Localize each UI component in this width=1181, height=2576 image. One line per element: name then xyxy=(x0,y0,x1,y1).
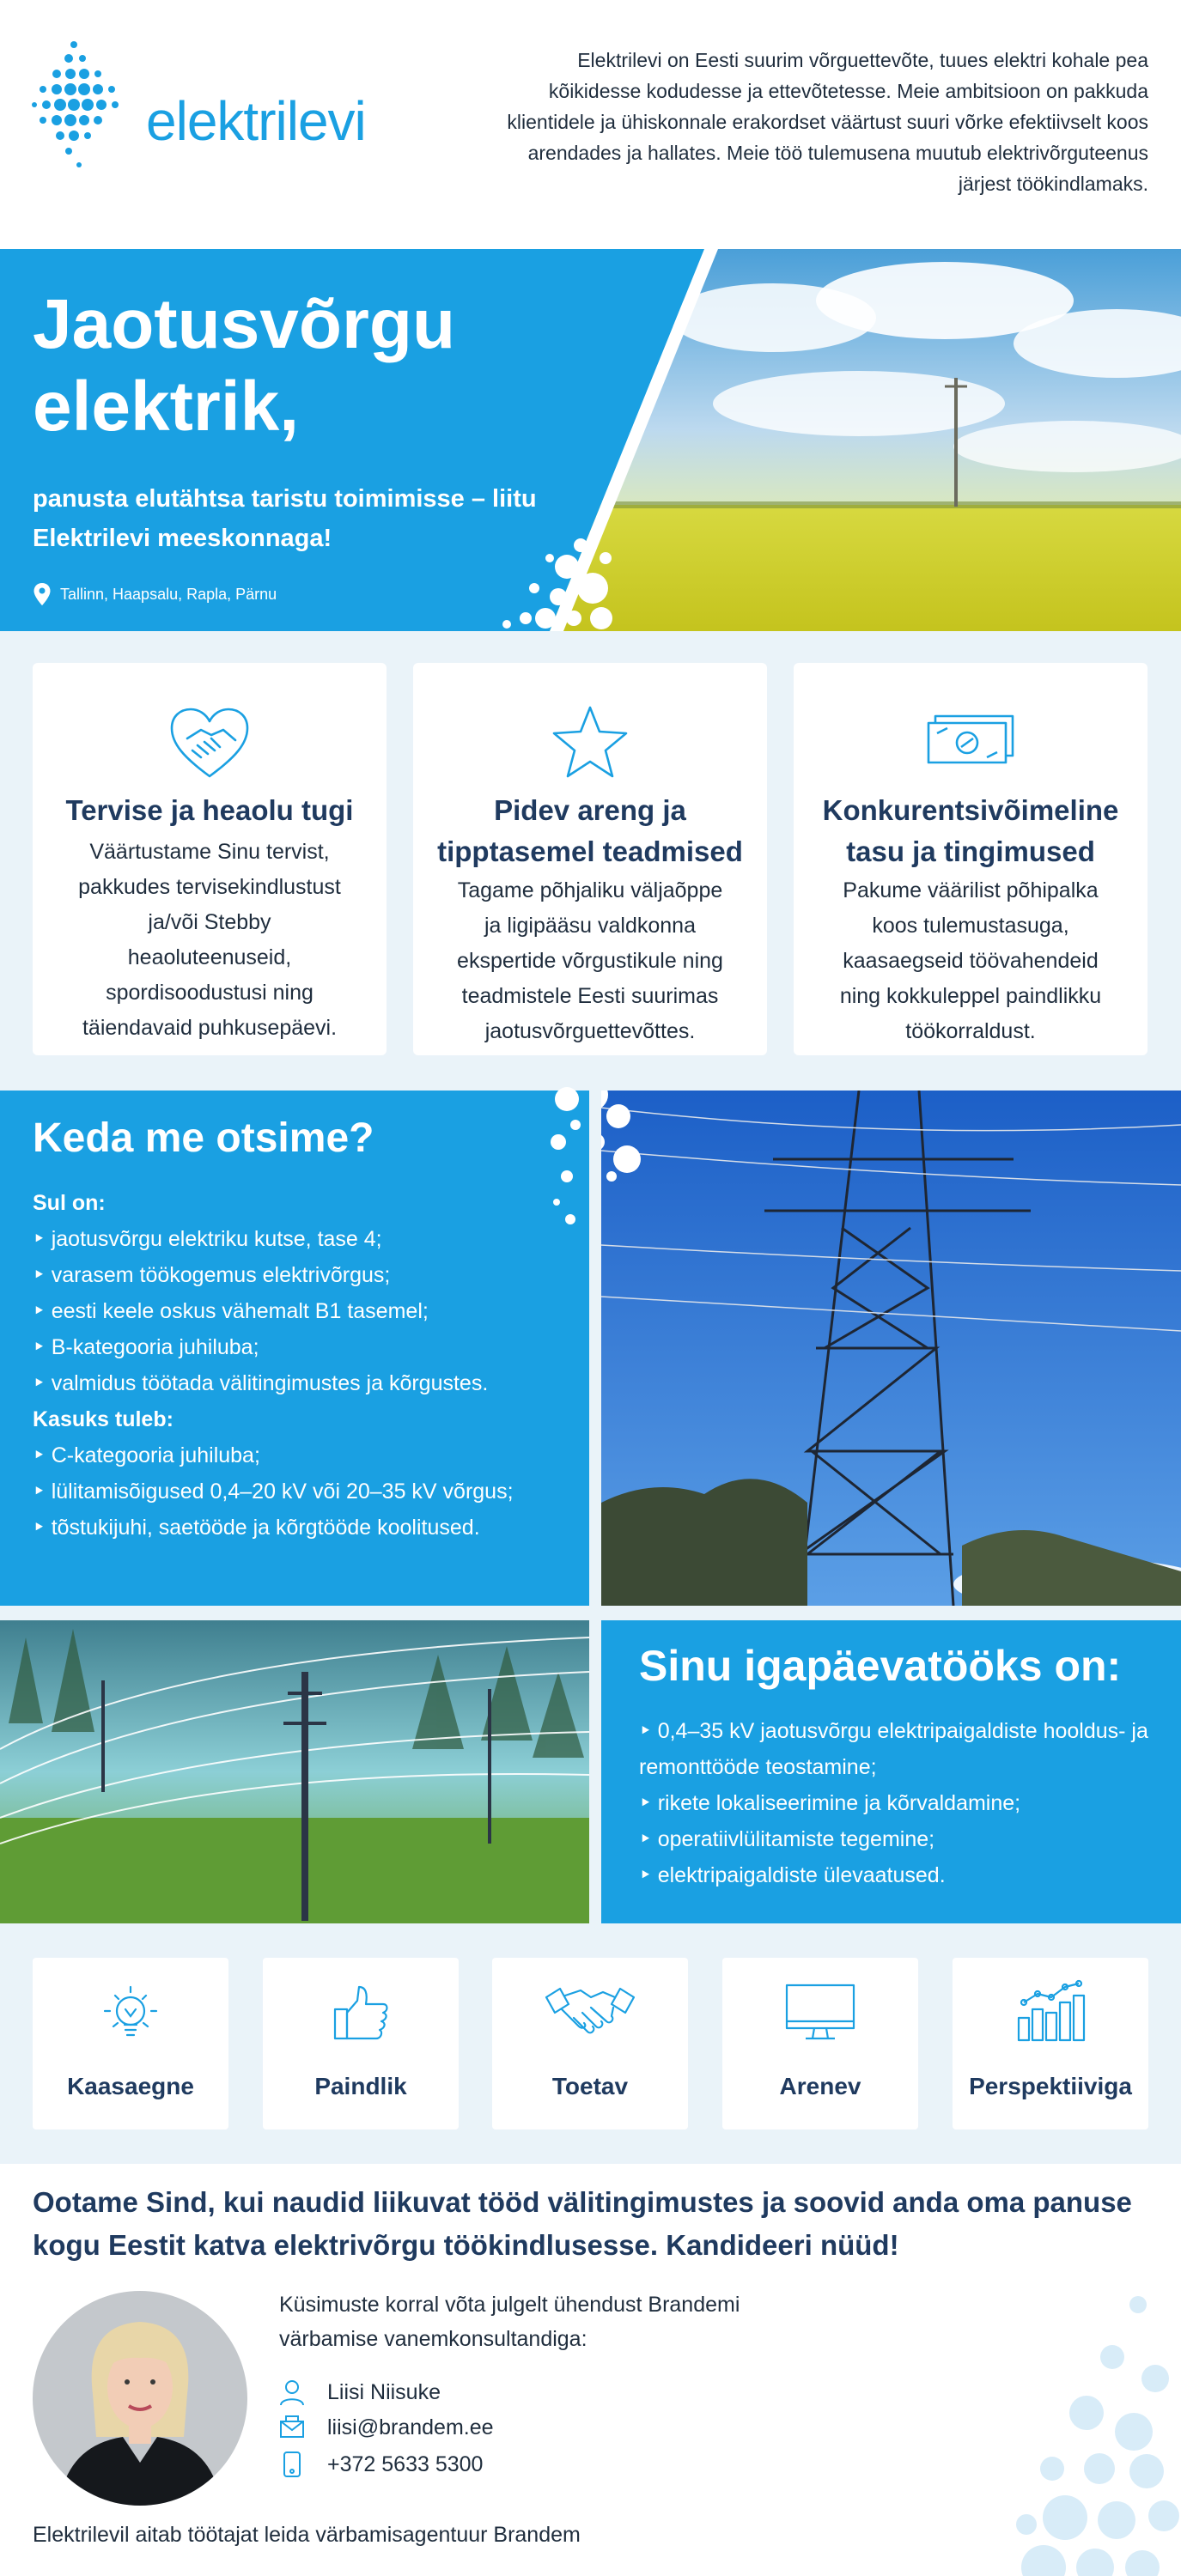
power-lines-forest-photo xyxy=(0,1620,589,1923)
daily-work-title: Sinu igapäevatööks on: xyxy=(639,1642,1122,1690)
contact-phone[interactable]: +372 5633 5300 xyxy=(327,2451,484,2476)
power-tower-photo xyxy=(601,1091,1181,1606)
benefit-title: Pidev areng ja tipptasemel teadmised xyxy=(437,794,743,867)
contact-email[interactable]: liisi@brandem.ee xyxy=(327,2415,494,2439)
list-item: ‣ varasem töökogemus elektrivõrgus; xyxy=(33,1263,391,1287)
value-label: Arenev xyxy=(779,2073,861,2099)
envelope-icon xyxy=(279,2415,305,2440)
value-label: Kaasaegne xyxy=(67,2073,194,2099)
header xyxy=(0,0,1181,249)
requirements-title: Keda me otsime? xyxy=(33,1115,374,1161)
value-card-developing xyxy=(722,1958,918,2129)
agency-note: Elektrilevil aitab töötajat leida värbamisagentuur Brandem xyxy=(33,2523,581,2547)
daily-work-box xyxy=(601,1620,1181,1923)
benefit-card-health xyxy=(33,663,387,1055)
contact-phone-row xyxy=(279,2451,483,2478)
daily-work-list xyxy=(639,1713,1163,1893)
requirements-section xyxy=(0,1091,1181,1620)
value-card-flexible xyxy=(263,1958,459,2129)
monitor-icon xyxy=(782,1978,859,2047)
value-card-perspective xyxy=(953,1958,1148,2129)
values-section xyxy=(0,1923,1181,2164)
closing-section xyxy=(0,2164,1181,2576)
person-icon xyxy=(279,2379,305,2406)
location-text: Tallinn, Haapsalu, Rapla, Pärnu xyxy=(60,585,277,603)
list-item: ‣ valmidus töötada välitingimustes ja kõrgustes. xyxy=(33,1371,489,1395)
benefit-card-salary xyxy=(794,663,1148,1055)
avatar xyxy=(33,2291,247,2506)
list-item: ‣ jaotusvõrgu elektriku kutse, tase 4; xyxy=(33,1227,382,1251)
list-item: ‣ eesti keele oskus vähemalt B1 tasemel; xyxy=(33,1299,429,1323)
decor-dots xyxy=(541,1082,627,1254)
value-label: Perspektiiviga xyxy=(969,2073,1132,2099)
list-item: ‣ elektripaigaldiste ülevaatused. xyxy=(639,1863,946,1887)
banknote-icon xyxy=(923,704,1018,781)
list-item: ‣ 0,4–35 kV jaotusvõrgu elektripaigaldiste hooldus- ja remonttööde teostamine; xyxy=(639,1719,1148,1779)
benefit-card-growth xyxy=(413,663,767,1055)
value-card-modern xyxy=(33,1958,228,2129)
job-title: Jaotusvõrgu elektrik, xyxy=(33,285,456,446)
benefit-text: Tagame põhjaliku väljaõppe ja ligipääsu valdkonna ekspertide võrgustikule ning teadmistele Eesti suurimas jaotusvõrguettevõttes. xyxy=(457,878,723,1043)
call-to-action: Ootame Sind, kui naudid liikuvat tööd välitingimustes ja soovid anda oma panuse kogu Eestit katva elektrivõrgu töökindlusesse. Kandideeri nüüd! xyxy=(33,2186,1132,2261)
requirements-label: Sul on: xyxy=(33,1191,106,1215)
benefit-text: Väärtustame Sinu tervist, pakkudes tervisekindlustust ja/või Stebby heaoluteenuseid, spordisoodustusi ning täiendavaid puhkusepäevi. xyxy=(78,840,341,1040)
requirements-box xyxy=(0,1091,589,1606)
handshake-heart-icon xyxy=(167,704,253,781)
hero-banner xyxy=(0,249,1181,631)
list-item: ‣ operatiivlülitamiste tegemine; xyxy=(639,1827,935,1851)
logo-text: elektrilevi xyxy=(146,90,366,152)
company-intro: Elektrilevi on Eesti suurim võrguettevõte, tuues elektri kohale pea kõikidesse kodudesse ja ettevõtetesse. Meie ambitsioon on pakkuda klientidele ja ühiskonnale erakordset väärtust suuri võrke efektiivselt koos arendades ja hallates. Meie töö tulemusena muutub elektrivõrguteenus järjest töökindlamaks. xyxy=(507,49,1148,195)
benefit-title: Konkurentsivõimeline tasu ja tingimused xyxy=(822,794,1119,867)
contact-name: Liisi Niisuke xyxy=(327,2379,441,2404)
value-label: Toetav xyxy=(551,2073,629,2099)
benefits-section xyxy=(0,631,1181,1091)
list-item: ‣ B-kategooria juhiluba; xyxy=(33,1335,259,1359)
daily-work-section xyxy=(0,1620,1181,1923)
list-item: ‣ C-kategooria juhiluba; xyxy=(33,1443,260,1467)
plus-label: Kasuks tuleb: xyxy=(33,1407,173,1431)
handshake-icon xyxy=(543,1978,637,2047)
contact-intro: Küsimuste korral võta julgelt ühendust Brandemi värbamise vanemkonsultandiga: xyxy=(279,2293,740,2351)
list-item: ‣ lülitamisõigused 0,4–20 kV või 20–35 kV võrgus; xyxy=(33,1479,514,1504)
thumbs-up-icon xyxy=(326,1978,395,2047)
location xyxy=(33,582,277,606)
phone-icon xyxy=(279,2451,305,2478)
benefit-title: Tervise ja heaolu tugi xyxy=(65,794,354,826)
location-pin-icon xyxy=(33,582,52,606)
hero-subtitle: panusta elutähtsa taristu toimimisse – liitu Elektrilevi meeskonnaga! xyxy=(33,485,537,552)
requirements-list xyxy=(33,1185,565,1546)
value-label: Paindlik xyxy=(314,2073,407,2099)
list-item: ‣ rikete lokaliseerimine ja kõrvaldamine; xyxy=(639,1791,1021,1815)
value-card-supportive xyxy=(492,1958,688,2129)
lightbulb-icon xyxy=(96,1978,165,2047)
star-icon xyxy=(547,704,633,781)
list-item: ‣ tõstukijuhi, saetööde ja kõrgtööde koolitused. xyxy=(33,1516,480,1540)
contact-name-row xyxy=(279,2379,441,2406)
contact-email-row xyxy=(279,2415,494,2440)
benefit-text: Pakume väärilist põhipalka koos tulemustasuga, kaasaegseid töövahendeid ning kokkuleppel paindlikku töökorraldust. xyxy=(839,878,1102,1043)
growth-chart-icon xyxy=(1012,1978,1089,2047)
